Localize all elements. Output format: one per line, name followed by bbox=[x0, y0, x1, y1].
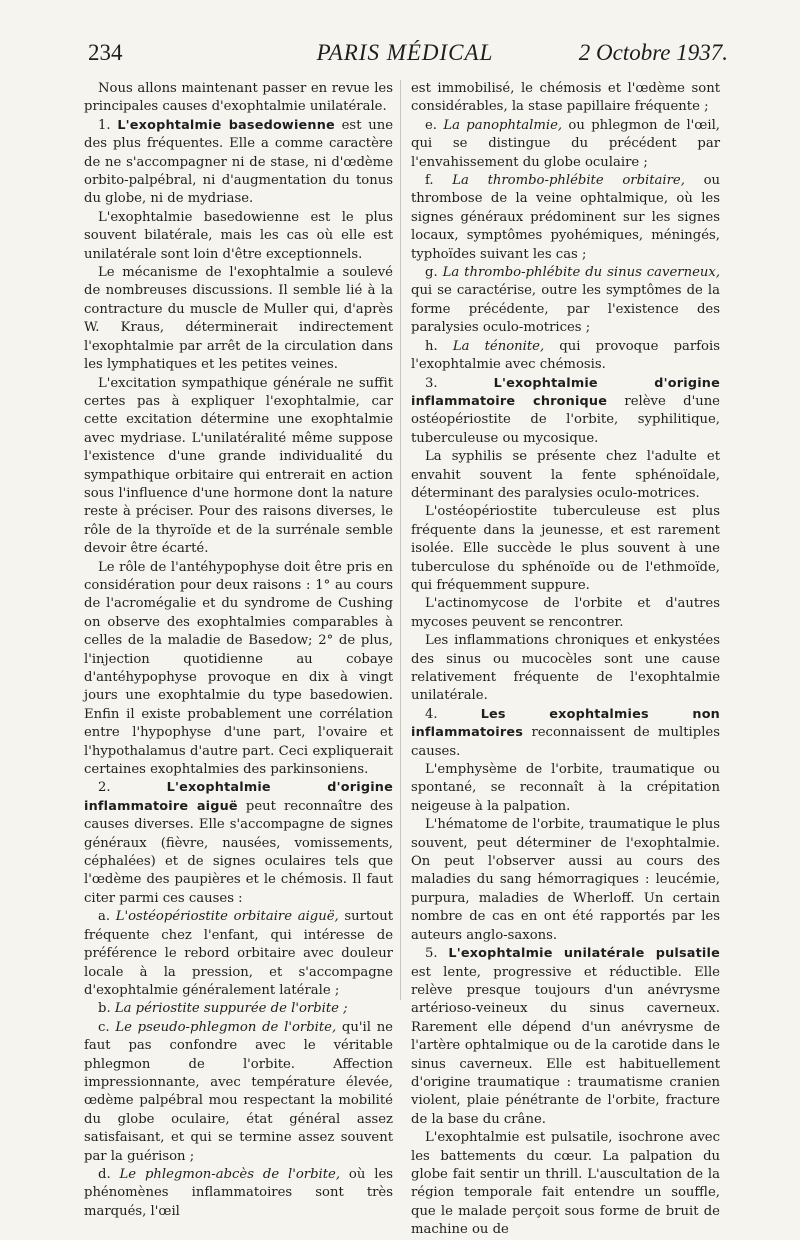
section-number: 1. bbox=[98, 117, 111, 133]
section-heading: Les exophtalmies non inflammatoires bbox=[411, 706, 720, 741]
paragraph: Les inflammations chroniques et enkystées des sinus ou mucocèles sont une cause relativement fréquente de l'exophtalmie unilatérale. bbox=[411, 633, 720, 704]
item-text: ou phlegmon de l'œil, qui se distingue du précédent par l'envahissement du globe oculaire ; bbox=[411, 117, 720, 170]
journal-title: PARIS MÉDICAL bbox=[316, 40, 494, 65]
list-item-g bbox=[411, 264, 720, 338]
item-letter: f. bbox=[425, 173, 453, 189]
list-item-b bbox=[84, 1000, 393, 1018]
item-title: La thrombo-phlébite du sinus caverneux, bbox=[442, 265, 721, 281]
item-title: La ténonite, bbox=[452, 338, 545, 354]
section-heading: L'exophtalmie d'origine inflammatoire aiguë bbox=[84, 780, 393, 814]
section-text: relève d'une ostéopériostite de l'orbite, syphilitique, tuberculeuse ou mycosique. bbox=[411, 393, 720, 446]
section-number: 4. bbox=[425, 706, 438, 722]
section-text: est une des plus fréquentes. Elle a comme caractère de ne s'accompagner ni de stase, ni d'œdème orbito-palpébral, ni d'augmentation du tonus du globe, ni de mydriase. bbox=[84, 117, 393, 207]
paragraph-continued: est immobilisé, le chémosis et l'œdème sont considérables, la stase papillaire fréquente ; bbox=[411, 81, 720, 115]
section-heading: L'exophtalmie basedowienne bbox=[117, 117, 335, 133]
section-number: 2. bbox=[98, 780, 111, 796]
paragraph: Nous allons maintenant passer en revue les principales causes d'exophtalmie unilatérale. bbox=[84, 81, 393, 115]
section-1 bbox=[84, 117, 393, 209]
item-text: où les phénomènes inflammatoires sont très marqués, l'œil bbox=[84, 1166, 394, 1219]
paragraph: L'actinomycose de l'orbite et d'autres mycoses peuvent se rencontrer. bbox=[411, 596, 720, 630]
item-text: ou thrombose de la veine ophtalmique, où les signes généraux prédominent sur les signes locaux, symptômes pyohémiques, méningés, typhoïdes suivant les cas ; bbox=[411, 173, 721, 262]
item-letter: c. bbox=[98, 1019, 116, 1035]
item-title: La périostite suppurée de l'orbite ; bbox=[114, 1001, 348, 1017]
list-item-h bbox=[411, 338, 720, 375]
item-title: Le phlegmon-abcès de l'orbite, bbox=[119, 1166, 341, 1182]
section-5 bbox=[411, 945, 720, 1129]
page-number: 234 bbox=[88, 40, 123, 65]
section-text: peut reconnaître des causes diverses. Elle s'accompagne de signes généraux (fièvre, nausées, vomissements, céphalées) et de signes oculaires tels que l'œdème des paupières et le chémosis. Il faut citer parmi ces causes : bbox=[84, 798, 393, 906]
paragraph: L'excitation sympathique générale ne suffit certes pas à expliquer l'exophtalmie, car cette excitation détermine une exophtalmie avec mydriase. L'unilatéralité même suppose l'existence d'une grande individualité du sympathique orbitaire qui entrerait en action sous l'influence d'une hormone dont la nature reste à préciser. Pour des raisons diverses, le rôle de la thyroïde et de la surrénale semble devoir être écarté. bbox=[84, 375, 393, 557]
paragraph: L'emphysème de l'orbite, traumatique ou spontané, se reconnaît à la crépitation neigeuse à la palpation. bbox=[411, 762, 720, 814]
section-2 bbox=[84, 779, 393, 908]
section-text: est lente, progressive et réductible. Elle relève presque toujours d'un anévrysme artérioso-veineux du sinus caverneux. Rarement elle dépend d'un anévrysme de l'artère ophtalmique ou de la carotide dans le sinus caverneux. Elle est habituellement d'origine traumatique : traumatisme cranien violent, plaie pénétrante de l'orbite, fracture de la base du crâne. bbox=[411, 964, 720, 1127]
section-3 bbox=[411, 375, 720, 449]
paragraph: Le mécanisme de l'exophtalmie a soulevé de nombreuses discussions. Il semble lié à la contracture du muscle de Muller qui, d'après W. Kraus, déterminerait indirectement l'exophtalmie par arrêt de la circulation dans les lymphatiques et les petites veines. bbox=[84, 265, 393, 373]
section-heading: L'exophtalmie d'origine inflammatoire chronique bbox=[411, 375, 720, 409]
item-title: L'ostéopériostite orbitaire aiguë, bbox=[115, 909, 339, 925]
paragraph: Le rôle de l'antéhypophyse doit être pris en considération pour deux raisons : 1° au cours de l'acromégalie et du syndrome de Cushing on observe des exophtalmies comparables à celles de la maladie de Basedow; 2° de plus, l'injection quotidienne au cobaye d'antéhypophyse provoque en dix à vingt jours une exophtalmie du type basedowien. Enfin il existe probablement une corrélation entre l'hypophyse d'une part, l'ovaire et l'hypothalamus d'autre part. Ceci expliquerait certaines exophtalmies des parkinsoniens. bbox=[84, 559, 393, 778]
item-letter: h. bbox=[425, 338, 453, 354]
paragraph: La syphilis se présente chez l'adulte et envahit souvent la fente sphénoïdale, déterminant des paralysies oculo-motrices. bbox=[411, 449, 720, 501]
item-title: La thrombo-phlébite orbitaire, bbox=[452, 173, 685, 189]
column-divider bbox=[400, 80, 401, 1000]
item-letter: b. bbox=[98, 1001, 115, 1017]
list-item-a bbox=[84, 908, 393, 1000]
list-item-e bbox=[411, 117, 720, 172]
issue-date: 2 Octobre 1937. bbox=[578, 40, 728, 65]
item-title: Le pseudo-phlegmon de l'orbite, bbox=[115, 1019, 337, 1035]
right-column bbox=[411, 80, 720, 1240]
running-header bbox=[80, 40, 730, 80]
paragraph: L'ostéopériostite tuberculeuse est plus fréquente dans la jeunesse, et est rarement isolée. Elle succède le plus souvent à une tuberculose du sphénoïde ou de l'ethmoïde, qui fréquemment suppure. bbox=[411, 504, 720, 593]
section-number: 5. bbox=[425, 946, 438, 962]
item-text: surtout fréquente chez l'enfant, qui intéresse de préférence le rebord orbitaire avec douleur locale à la pression, et s'accompagne d'exophtalmie généralement latérale ; bbox=[84, 909, 393, 998]
section-number: 3. bbox=[425, 375, 438, 391]
section-4 bbox=[411, 706, 720, 761]
list-item-c bbox=[84, 1019, 393, 1166]
item-title: La panophtalmie, bbox=[443, 117, 563, 133]
section-heading: L'exophtalmie unilatérale pulsatile bbox=[448, 946, 720, 962]
item-text: qu'il ne faut pas confondre avec le véritable phlegmon de l'orbite. Affection impressionnante, avec température élevée, œdème palpébral mou respectant la mobilité du globe oculaire, état général assez satisfaisant, et qui se termine assez souvent par la guérison ; bbox=[84, 1019, 393, 1164]
paragraph: L'hématome de l'orbite, traumatique le plus souvent, peut déterminer de l'exophtalmie. On peut l'observer aussi au cours des maladies du sang hémorragiques : leucémie, purpura, maladies de Wherloff. Un certain nombre de cas en ont été rapportés par les auteurs anglo-saxons. bbox=[411, 817, 720, 943]
item-letter: a. bbox=[98, 909, 116, 925]
list-item-f bbox=[411, 172, 720, 264]
item-letter: d. bbox=[98, 1166, 120, 1182]
item-letter: g. bbox=[425, 265, 443, 281]
left-column bbox=[84, 80, 393, 1221]
list-item-d bbox=[84, 1166, 393, 1221]
section-text: reconnaissent de multiples causes. bbox=[411, 725, 720, 759]
item-text: qui se caractérise, outre les symptômes de la forme précédente, par l'existence des paralysies oculo-motrices ; bbox=[411, 283, 720, 336]
item-text: qui provoque parfois l'exophtalmie avec chémosis. bbox=[411, 338, 720, 373]
paragraph: L'exophtalmie basedowienne est le plus souvent bilatérale, mais les cas où elle est unilatérale sont loin d'être exceptionnels. bbox=[84, 209, 393, 262]
paragraph: L'exophtalmie est pulsatile, isochrone avec les battements du cœur. La palpation du globe fait sentir un thrill. L'auscultation de la région temporale fait entendre un souffle, que le malade perçoit sous forme de bruit de machine ou de bbox=[411, 1130, 720, 1238]
item-letter: e. bbox=[425, 117, 444, 133]
